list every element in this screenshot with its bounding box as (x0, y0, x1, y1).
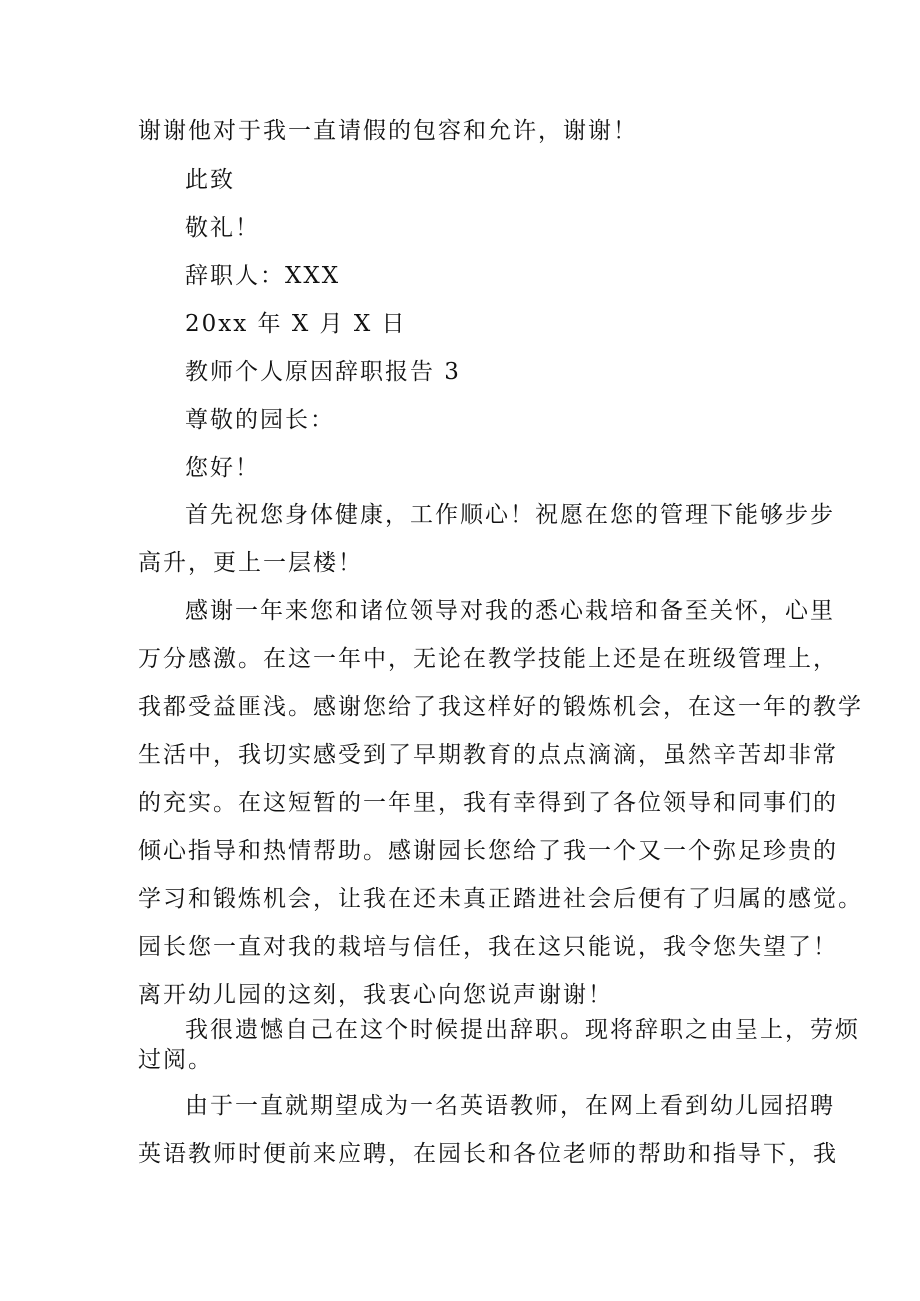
text-line: 此致 (185, 167, 235, 193)
text-line: 辞职人：XXX (185, 263, 341, 289)
text-line: 您好！ (185, 455, 260, 481)
text-line: 倾心指导和热情帮助。感谢园长您给了我一个又一个弥足珍贵的 (138, 838, 838, 864)
text-line: 感谢一年来您和诸位领导对我的悉心栽培和备至关怀，心里 (185, 598, 835, 624)
text-line: 首先祝您身体健康，工作顺心！祝愿在您的管理下能够步步 (185, 502, 835, 528)
text-line: 我都受益匪浅。感谢您给了我这样好的锻炼机会，在这一年的教学 (138, 694, 863, 720)
text-line: 由于一直就期望成为一名英语教师，在网上看到幼儿园招聘 (185, 1093, 835, 1119)
text-line: 20xx 年 X 月 X 日 (185, 311, 407, 337)
text-line: 英语教师时便前来应聘，在园长和各位老师的帮助和指导下，我 (138, 1141, 838, 1167)
text-line: 园长您一直对我的栽培与信任，我在这只能说，我令您失望了！ (138, 934, 838, 960)
text-line: 的充实。在这短暂的一年里，我有幸得到了各位领导和同事们的 (138, 790, 838, 816)
text-line: 生活中，我切实感受到了早期教育的点点滴滴，虽然辛苦却非常 (138, 742, 838, 768)
text-line: 尊敬的园长： (185, 407, 335, 433)
text-line: 离开幼儿园的这刻，我衷心向您说声谢谢！ (138, 982, 613, 1008)
text-line: 教师个人原因辞职报告 3 (185, 359, 461, 385)
text-line: 谢谢他对于我一直请假的包容和允许，谢谢！ (138, 118, 638, 144)
text-line: 万分感激。在这一年中，无论在教学技能上还是在班级管理上， (138, 646, 838, 672)
text-line: 我很遗憾自己在这个时候提出辞职。现将辞职之由呈上，劳烦 (185, 1017, 860, 1043)
text-line: 过阅。 (138, 1047, 213, 1073)
text-line: 高升，更上一层楼！ (138, 550, 363, 576)
text-line: 敬礼！ (185, 215, 260, 241)
text-line: 学习和锻炼机会，让我在还未真正踏进社会后便有了归属的感觉。 (138, 886, 863, 912)
